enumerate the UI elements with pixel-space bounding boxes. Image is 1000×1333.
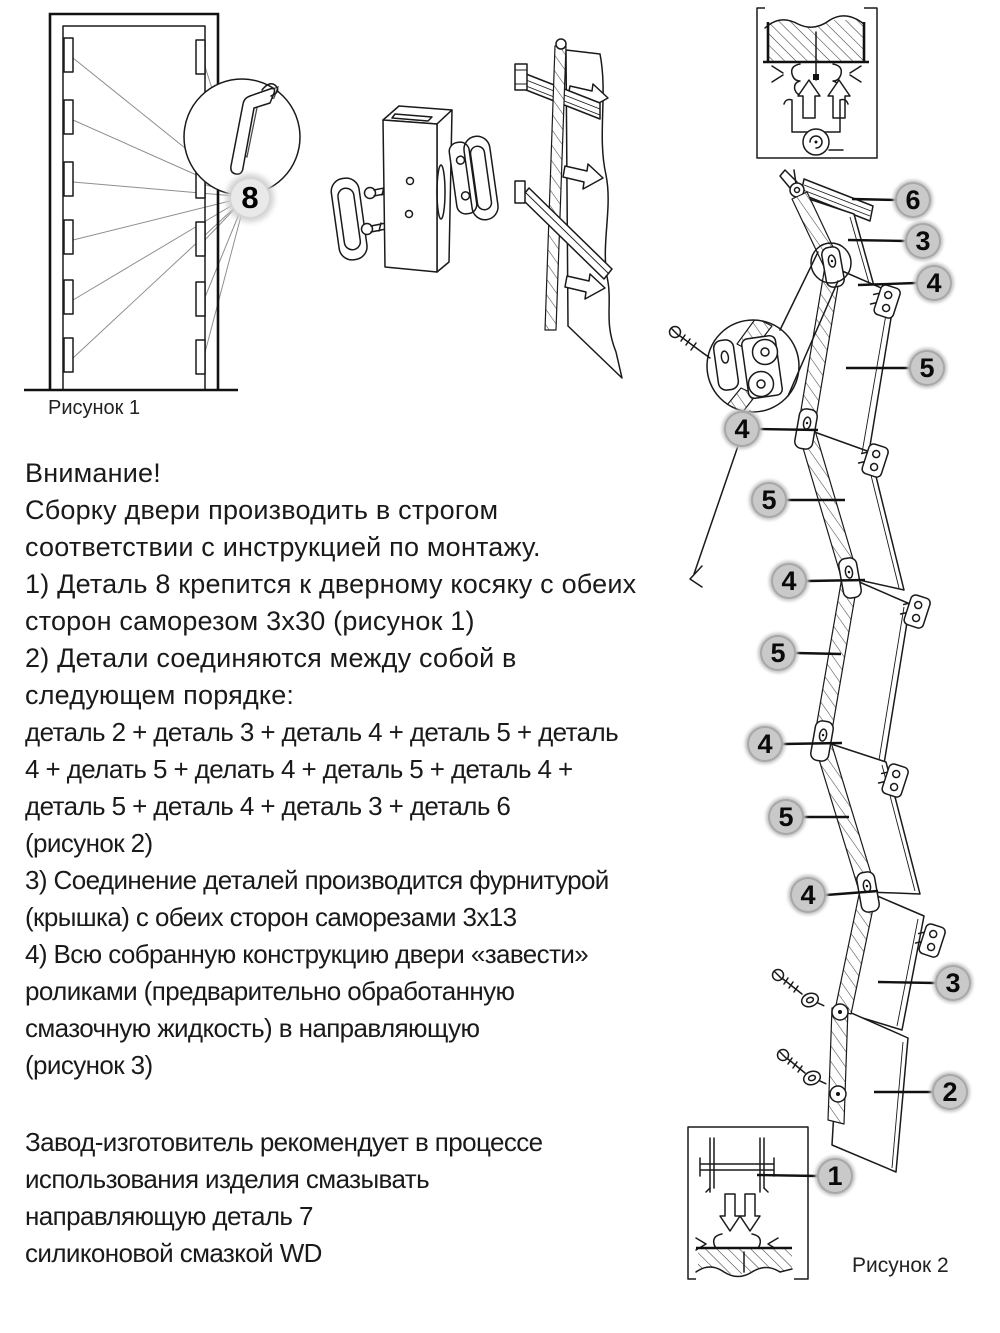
instruction-line: силиконовой смазкой WD [25, 1238, 322, 1268]
instruction-line: деталь 5 + деталь 4 + деталь 3 + деталь 6 [25, 791, 511, 821]
figure1-caption: Рисунок 1 [48, 397, 141, 419]
part-number: 1 [827, 1160, 843, 1191]
handle-ring [330, 176, 369, 261]
instruction-line: Сборку двери производить в строгом [25, 495, 499, 525]
part-number: 4 [781, 565, 797, 596]
folding-door-assembly-diagram [670, 170, 947, 1172]
part-number: 4 [800, 879, 816, 910]
instruction-line: 2) Детали соединяются между собой в [25, 643, 517, 673]
part-callout [747, 726, 783, 762]
part-number: 2 [942, 1076, 958, 1107]
part-callout [916, 265, 952, 301]
instruction-line: 4) Всю собранную конструкцию двери «завести» [25, 939, 589, 969]
part-number: 5 [761, 484, 777, 515]
profile-magnifier-circle [184, 79, 300, 195]
hinge-bracket-column-left [64, 38, 73, 372]
slat-panels-diagram [515, 39, 622, 378]
part-number: 4 [734, 413, 750, 444]
part-number: 5 [770, 637, 786, 668]
instruction-line: роликами (предварительно обработанную [25, 976, 515, 1006]
latch-body [383, 106, 452, 272]
figure2-caption: Рисунок 2 [852, 1254, 949, 1277]
top-roller [780, 170, 804, 197]
screw-icon [670, 327, 711, 359]
part-callout [935, 965, 971, 1001]
instruction-line: следующем порядке: [25, 680, 295, 710]
part-number: 3 [945, 967, 961, 998]
instruction-line: деталь 2 + деталь 3 + деталь 4 + деталь 5 + деталь [25, 717, 619, 747]
part-callout [790, 877, 826, 913]
part-callout [895, 182, 931, 218]
part-callout [768, 799, 804, 835]
part-number: 6 [905, 184, 921, 215]
screw-icon [778, 1050, 806, 1074]
instruction-line: (рисунок 3) [25, 1050, 153, 1080]
instruction-line: направляющую деталь 7 [25, 1201, 313, 1231]
instruction-line: Завод-изготовитель рекомендует в процессе [25, 1127, 543, 1157]
part-callout [760, 635, 796, 671]
part-number: 5 [919, 352, 935, 383]
washer-icon [800, 990, 824, 1012]
ceiling-track-inset-diagram [757, 6, 877, 158]
hinge-brackets [64, 38, 205, 374]
screw-icon [773, 970, 803, 995]
part-callout [817, 1158, 853, 1194]
part-callout [909, 350, 945, 386]
part-callout [751, 482, 787, 518]
part-callout [932, 1074, 968, 1110]
instruction-line: 3) Соединение деталей производится фурнитурой [25, 865, 609, 895]
warning-paragraph [25, 455, 636, 1084]
instruction-line: 1) Деталь 8 крепится к дверному косяку с обеих [25, 569, 637, 599]
part-number: 4 [757, 728, 773, 759]
instruction-line: смазочную жидкость) в направляющую [25, 1013, 480, 1043]
washer-icon [802, 1068, 826, 1090]
instruction-line: 4 + делать 5 + делать 4 + деталь 5 + деталь 4 + [25, 754, 573, 784]
part-callout [771, 563, 807, 599]
part-number: 5 [778, 801, 794, 832]
figure1-detail-number: 8 [241, 180, 259, 215]
instruction-line: (крышка) с обеих сторон саморезами 3х13 [25, 902, 517, 932]
instruction-line: соответствии с инструкцией по монтажу. [25, 532, 541, 562]
instruction-line: сторон саморезом 3х30 (рисунок 1) [25, 606, 475, 636]
instruction-line: использования изделия смазывать [25, 1164, 430, 1194]
hinge-bracket-column-right [196, 40, 205, 374]
instruction-line: Внимание! [25, 458, 161, 488]
part-callout [724, 411, 760, 447]
part-number: 4 [926, 267, 942, 298]
instruction-line: (рисунок 2) [25, 828, 153, 858]
latch-exploded-diagram [330, 106, 500, 272]
part-callout [905, 223, 941, 259]
part-number: 3 [915, 225, 931, 256]
figure1-detail-badge [231, 179, 269, 217]
manufacturer-note-paragraph [25, 1124, 543, 1272]
floor-track-inset-diagram [688, 1127, 808, 1285]
